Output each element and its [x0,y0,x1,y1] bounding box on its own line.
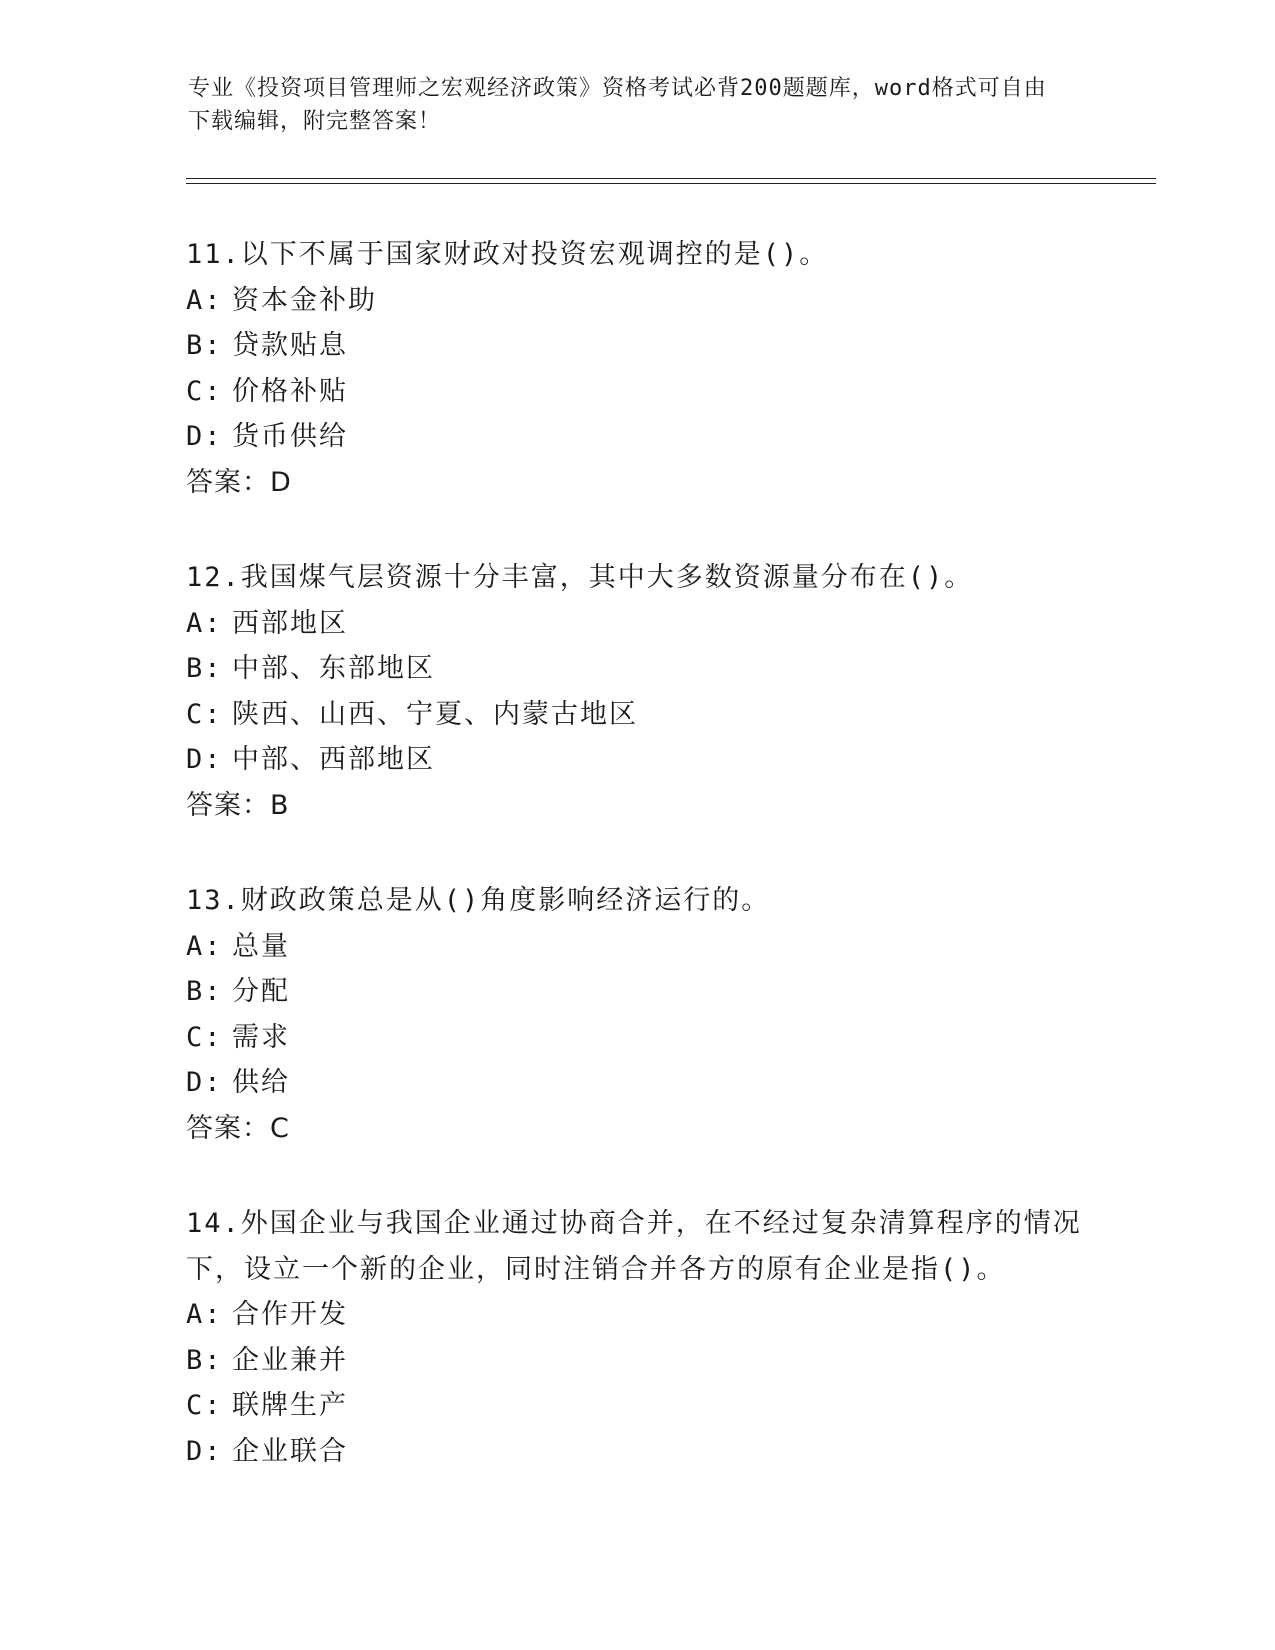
option-text: 联牌生产 [232,1390,348,1421]
question-item [186,1201,1086,1474]
option-c [186,692,1086,738]
option-d [186,737,1086,783]
option-d [186,414,1086,460]
option-letter: C: [186,698,223,730]
answer-line: 答案：B [186,789,290,821]
question-stem: 11.以下不属于国家财政对投资宏观调控的是()。 [186,239,829,270]
option-text: 货币供给 [232,421,348,452]
option-text: 分配 [232,976,290,1007]
option-a [186,601,1086,647]
question-list [186,232,1086,1524]
option-letter: A: [186,1299,223,1330]
option-a [186,1292,1086,1338]
question-item [186,555,1086,828]
option-a [186,278,1086,324]
option-letter: C: [186,375,223,407]
option-text: 企业兼并 [232,1344,348,1376]
option-text: 西部地区 [232,607,348,639]
option-text: 中部、东部地区 [232,653,435,684]
question-item [186,232,1086,505]
option-letter: C: [186,1021,223,1053]
option-letter: B: [186,330,223,361]
option-b [186,646,1086,692]
option-letter: D: [186,421,223,452]
option-letter: A: [186,930,223,962]
option-text: 价格补贴 [232,375,348,407]
option-letter: C: [186,1390,223,1421]
header-divider [186,178,1156,184]
option-c [186,369,1086,415]
option-letter: D: [186,744,223,775]
option-text: 合作开发 [232,1299,348,1330]
option-b [186,1338,1086,1384]
option-letter: B: [186,1344,223,1376]
question-stem: 14.外国企业与我国企业通过协商合并，在不经过复杂清算程序的情况下，设立一个新的企业，同时注销合并各方的原有企业是指()。 [186,1208,1082,1285]
option-text: 总量 [232,930,290,962]
option-text: 贷款贴息 [232,330,348,361]
question-stem: 12.我国煤气层资源十分丰富，其中大多数资源量分布在()。 [186,562,974,593]
option-letter: B: [186,653,223,684]
option-d [186,1060,1086,1106]
option-letter: B: [186,976,223,1007]
question-stem: 13.财政政策总是从()角度影响经济运行的。 [186,885,771,916]
option-c [186,1015,1086,1061]
option-letter: D: [186,1435,223,1467]
option-text: 陕西、山西、宁夏、内蒙古地区 [232,698,638,730]
answer-line: 答案：C [186,1112,290,1144]
option-b [186,969,1086,1015]
option-c [186,1383,1086,1429]
option-letter: A: [186,284,223,316]
option-letter: D: [186,1067,223,1098]
option-b [186,323,1086,369]
option-a [186,924,1086,970]
option-text: 中部、西部地区 [232,744,435,775]
option-text: 供给 [232,1067,290,1098]
answer-line: 答案：D [186,466,292,498]
option-letter: A: [186,607,223,639]
option-text: 企业联合 [232,1435,348,1467]
option-text: 资本金补助 [232,284,377,316]
option-text: 需求 [232,1021,290,1053]
document-header: 专业《投资项目管理师之宏观经济政策》资格考试必背200题题库，word格式可自由下载编辑，附完整答案！ [188,76,1047,134]
question-item [186,878,1086,1151]
option-d [186,1429,1086,1475]
